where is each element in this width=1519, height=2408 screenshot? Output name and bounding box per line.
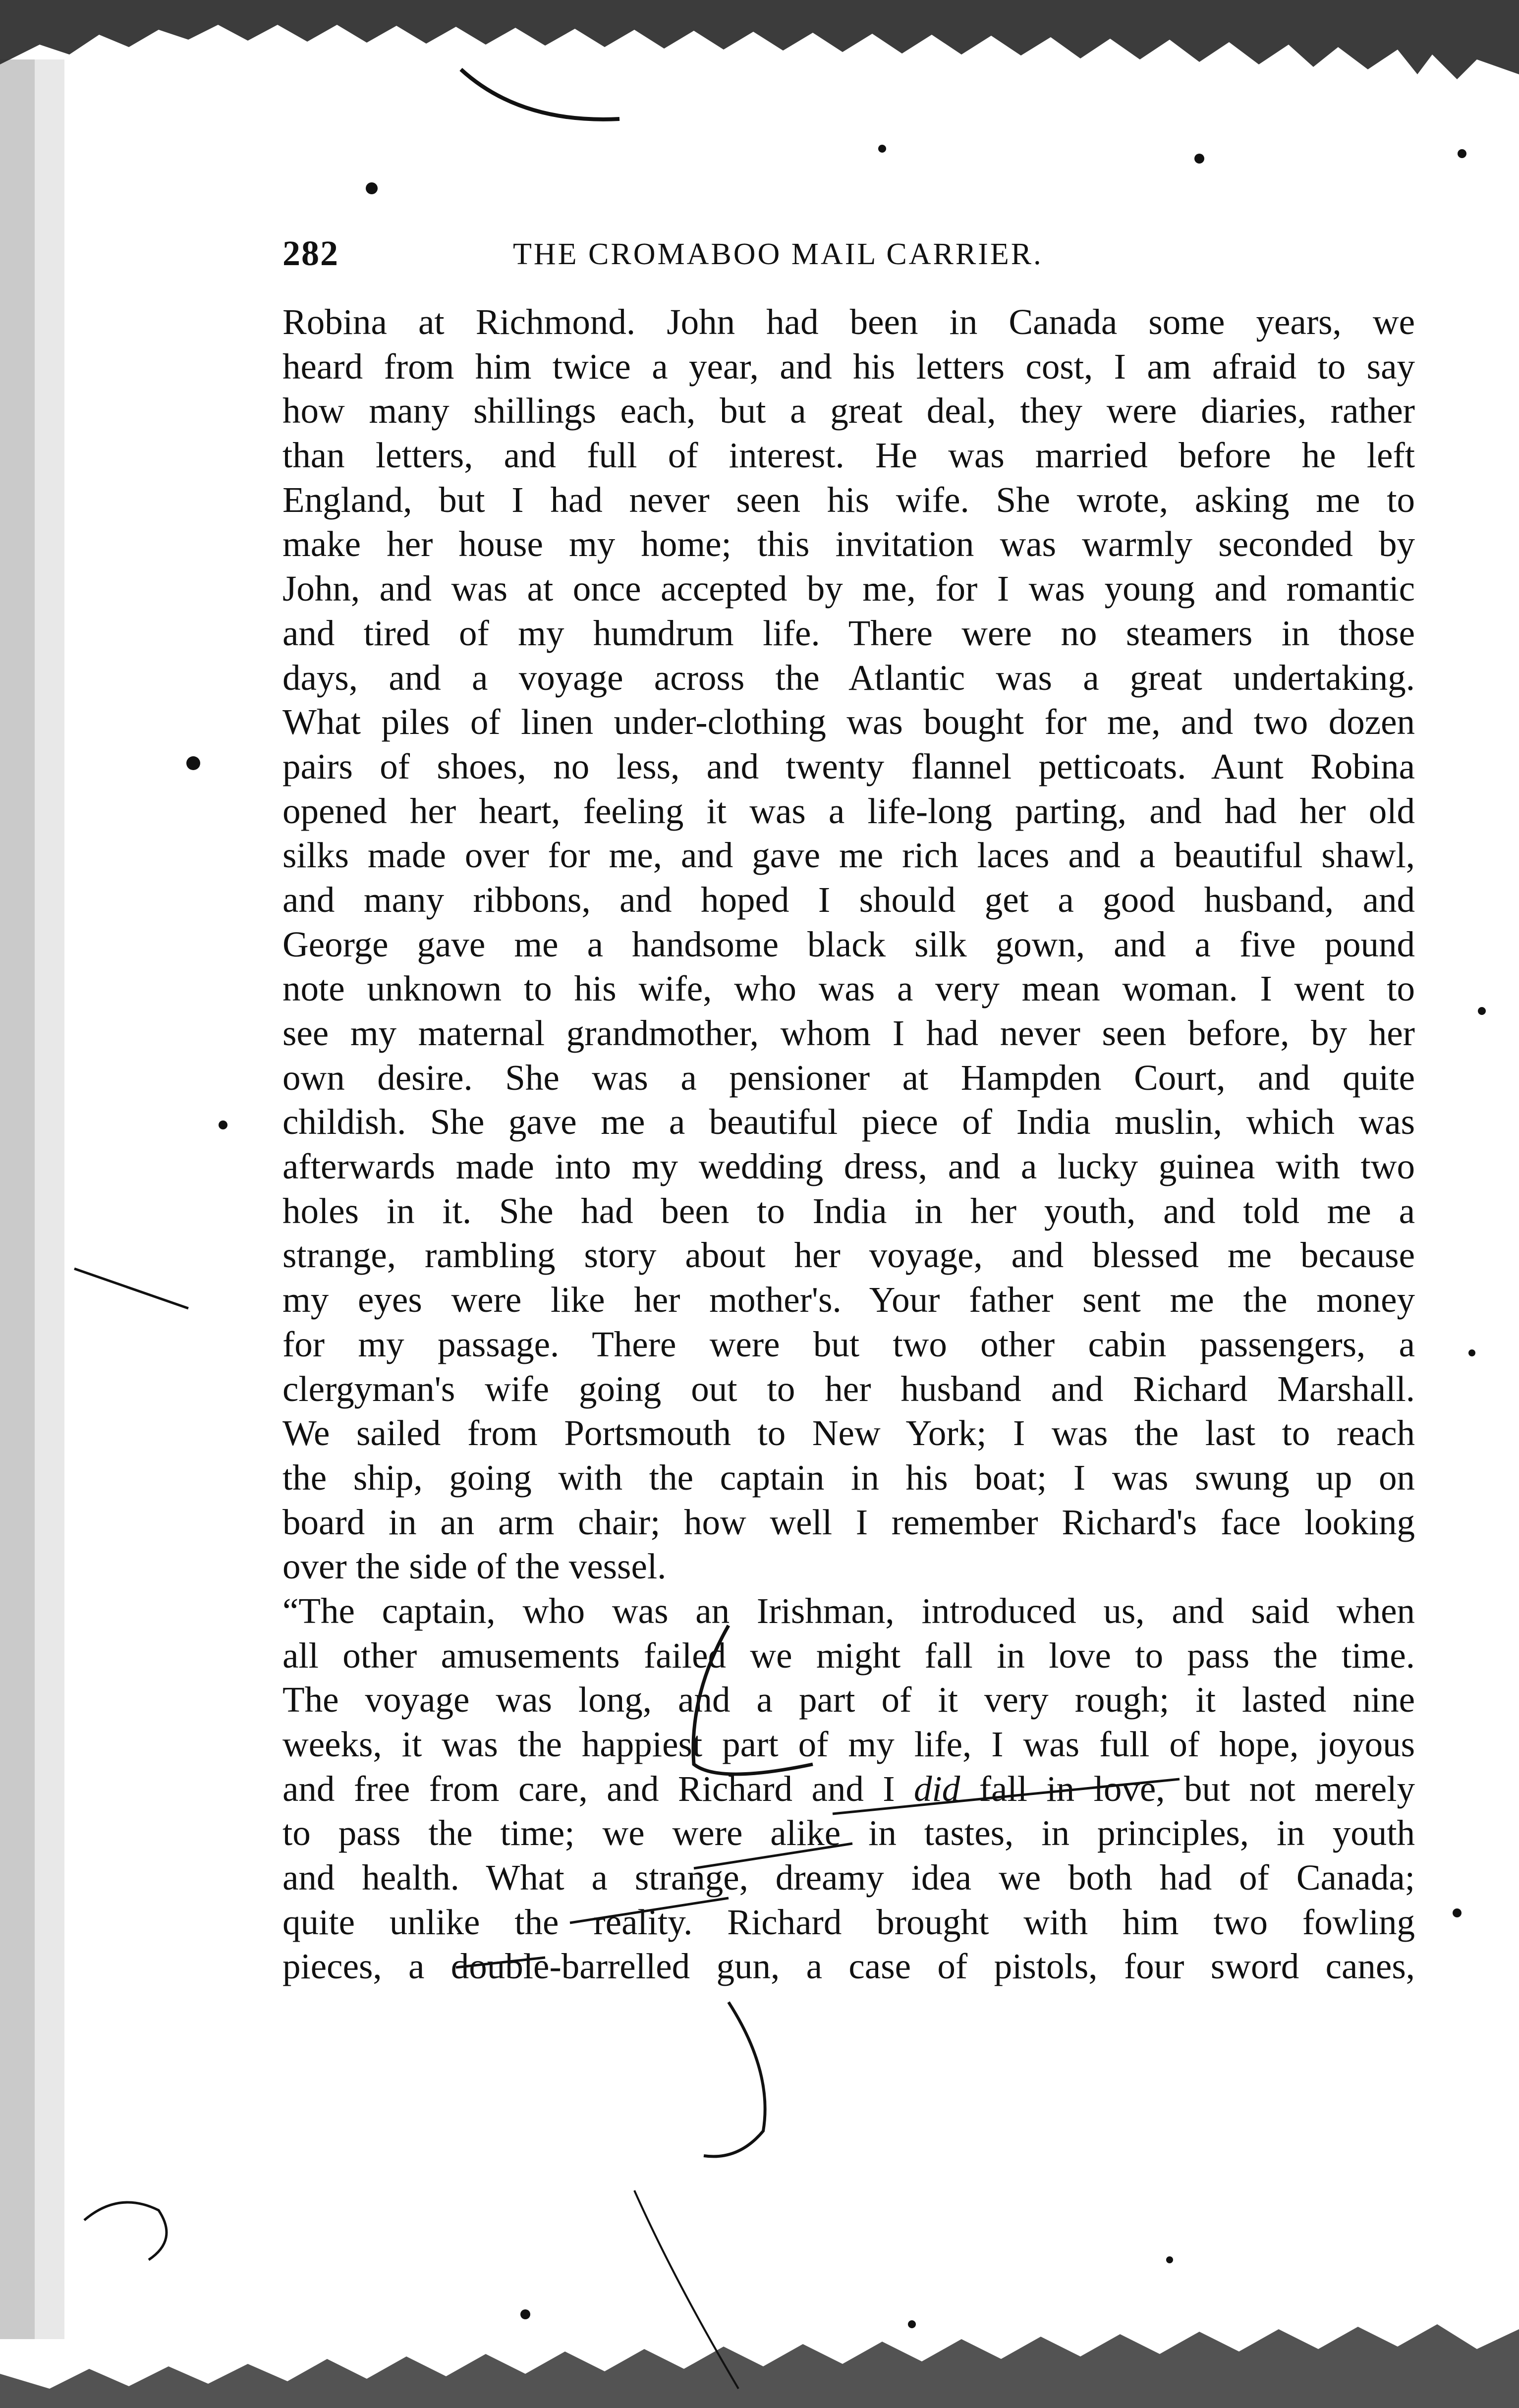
text-line: What piles of linen under-clothing was bought for me, and two dozen: [282, 702, 1415, 742]
text-line: how many shillings each, but a great deal, they were diaries, rather: [282, 391, 1415, 431]
text-line: “The captain, who was an Irishman, introduced us, and said when: [282, 1590, 1415, 1631]
text-line: We sailed from Portsmouth to New York; I was the last to reach: [282, 1413, 1415, 1454]
text-line-with-emphasis: [282, 1767, 1415, 1811]
text-line: days, and a voyage across the Atlantic was a great undertaking.: [282, 657, 1415, 698]
text-line: weeks, it was the happiest part of my life, I was full of hope, joyous: [282, 1724, 1415, 1764]
text-line: see my maternal grandmother, whom I had never seen before, by her: [282, 1013, 1415, 1053]
text-line: England, but I had never seen his wife. She wrote, asking me to: [282, 479, 1415, 520]
text-line: for my passage. There were but two other cabin passengers, a: [282, 1324, 1415, 1364]
running-header: [282, 233, 1422, 287]
pen-curve-top: [461, 69, 619, 119]
running-title: THE CROMABOO MAIL CARRIER.: [513, 237, 1043, 271]
text-line: all other amusements failed we might fall in love to pass the time.: [282, 1635, 1415, 1676]
text-line: the ship, going with the captain in his boat; I was swung up on: [282, 1457, 1415, 1498]
text-line: quite unlike the reality. Richard brought with him two fowling: [282, 1902, 1415, 1942]
emphasis-did: did: [914, 1768, 960, 1809]
text-line: Robina at Richmond. John had been in Canada some years, we: [282, 302, 1415, 342]
text-line: heard from him twice a year, and his letters cost, I am afraid to say: [282, 346, 1415, 387]
text-line: than letters, and full of interest. He was married before he left: [282, 435, 1415, 476]
text-line: make her house my home; this invitation was warmly seconded by: [282, 524, 1415, 564]
text-line: John, and was at once accepted by me, for I was young and romantic: [282, 568, 1415, 609]
text-line: my eyes were like her mother's. Your father sent me the money: [282, 1280, 1415, 1320]
text-fragment: fall in love, but not merely: [979, 1768, 1415, 1809]
left-edge-noise: [0, 59, 35, 2339]
text-line: childish. She gave me a beautiful piece of India muslin, which was: [282, 1102, 1415, 1142]
text-line: to pass the time; we were alike in tastes, in principles, in youth: [282, 1813, 1415, 1853]
pen-line-bottom: [634, 2190, 738, 2389]
text-line: board in an arm chair; how well I remember Richard's face looking: [282, 1502, 1415, 1542]
text-line: strange, rambling story about her voyage, and blessed me because: [282, 1235, 1415, 1276]
text-line: over the side of the vessel.: [282, 1546, 667, 1587]
text-line: The voyage was long, and a part of it very rough; it lasted nine: [282, 1680, 1415, 1720]
text-line: and health. What a strange, dreamy idea we both had of Canada;: [282, 1857, 1415, 1898]
text-line: note unknown to his wife, who was a very mean woman. I went to: [282, 968, 1415, 1009]
top-edge-noise: [0, 0, 1519, 79]
body-text: [282, 300, 1415, 2213]
text-line: own desire. She was a pensioner at Hampden Court, and quite: [282, 1057, 1415, 1098]
text-line: George gave me a handsome black silk gown, and a five pound: [282, 924, 1415, 964]
text-line: holes in it. She had been to India in her youth, and told me a: [282, 1190, 1415, 1231]
page-number: 282: [282, 233, 339, 273]
text-line: afterwards made into my wedding dress, and a lucky guinea with two: [282, 1146, 1415, 1187]
text-line: pairs of shoes, no less, and twenty flannel petticoats. Aunt Robina: [282, 746, 1415, 786]
text-line: and many ribbons, and hoped I should get a good husband, and: [282, 879, 1415, 920]
text-line: clergyman's wife going out to her husband and Richard Marshall.: [282, 1368, 1415, 1409]
text-line: and tired of my humdrum life. There were no steamers in those: [282, 613, 1415, 653]
pen-curve-bottom-left: [84, 2202, 167, 2260]
text-line: silks made over for me, and gave me rich laces and a beautiful shawl,: [282, 835, 1415, 876]
text-fragment: and free from care, and Richard and I: [282, 1768, 895, 1809]
text-line: opened her heart, feeling it was a life-long parting, and had her old: [282, 790, 1415, 831]
bottom-edge-noise: [0, 2324, 1519, 2408]
pen-line-left: [74, 1269, 188, 1308]
text-line: pieces, a double-barrelled gun, a case of pistols, four sword canes,: [282, 1946, 1415, 1987]
